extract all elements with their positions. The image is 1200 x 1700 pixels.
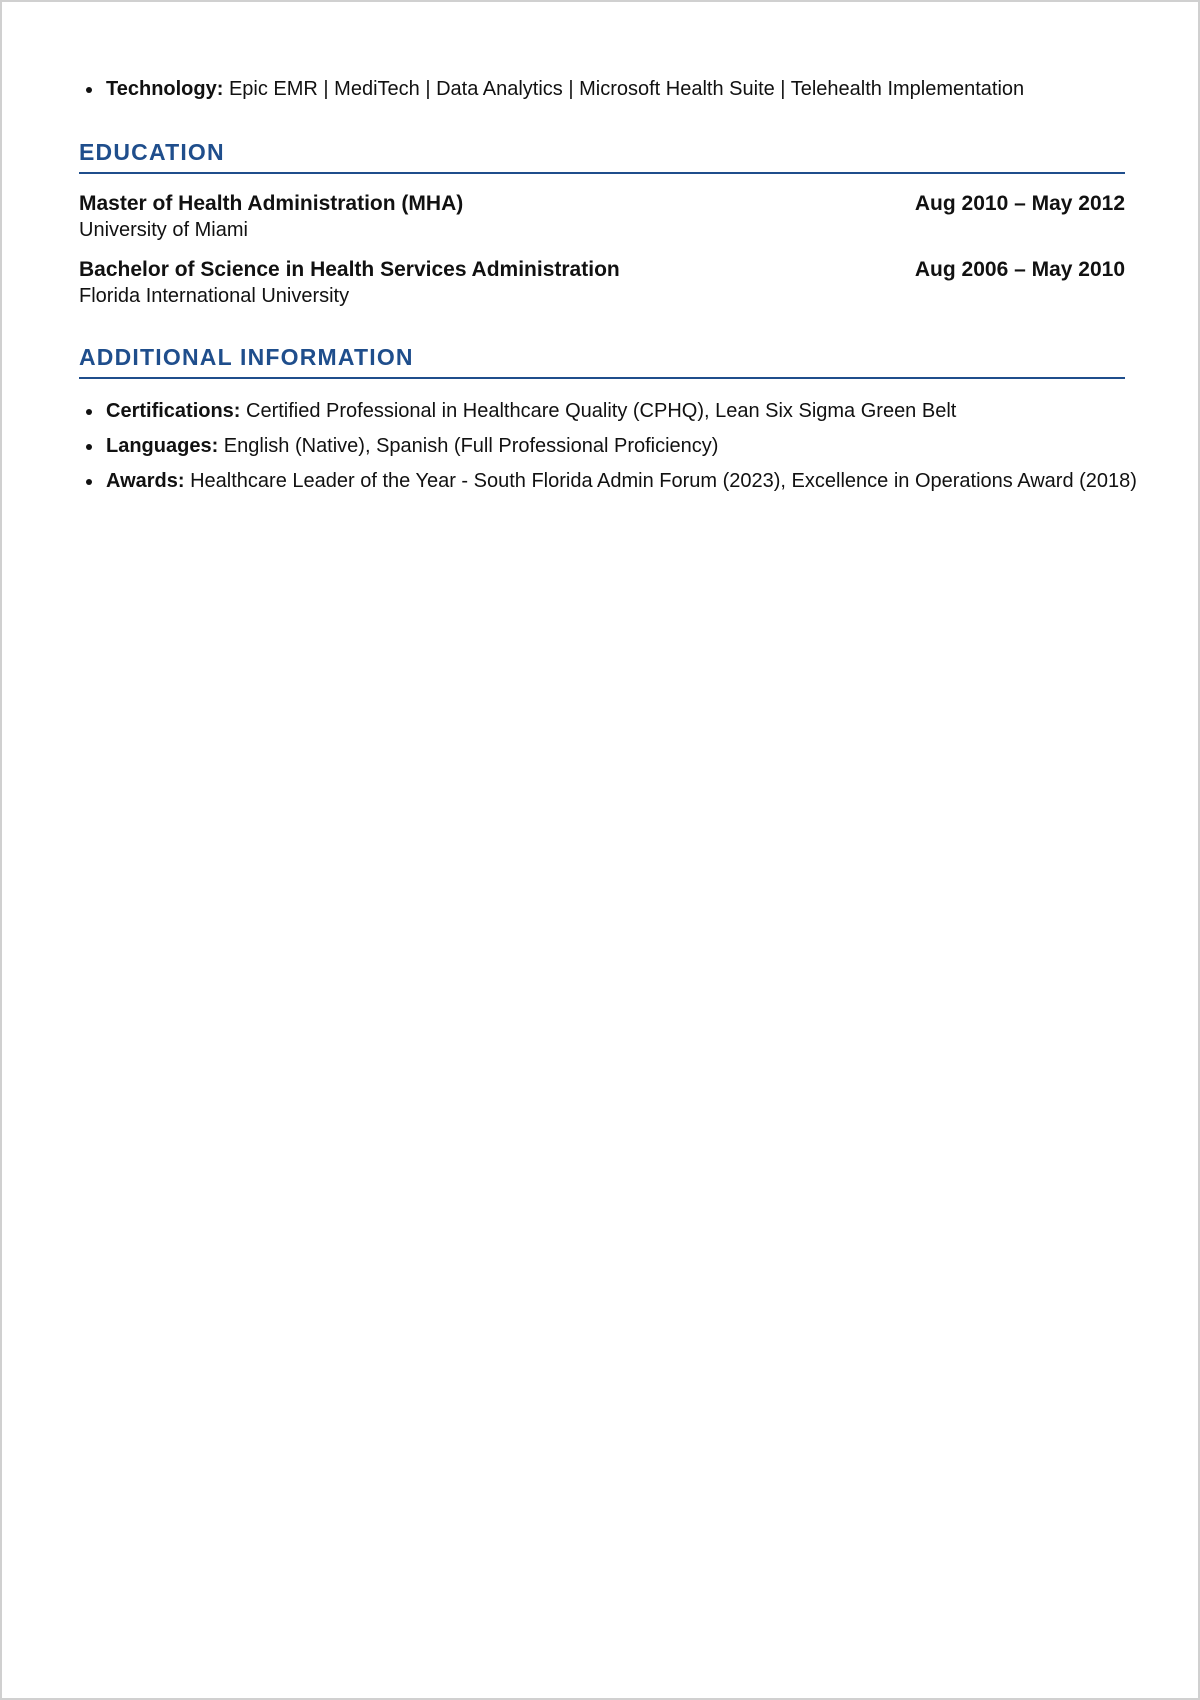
item-label: Languages:: [106, 435, 219, 457]
item-value: Healthcare Leader of the Year - South Florida Admin Forum (2023), Excellence in Operations Award (2018): [184, 470, 1137, 492]
education-entry-header: [79, 257, 1125, 283]
degree-dates: Aug 2010 – May 2012: [914, 192, 1125, 215]
skill-label: Technology:: [106, 78, 224, 100]
resume-content: [79, 76, 1137, 503]
education-section: [79, 138, 1125, 309]
degree-title: Bachelor of Science in Health Services Administration: [79, 258, 620, 281]
school-name: Florida International University: [79, 285, 350, 307]
additional-information-section: [79, 343, 1137, 494]
skill-item-technology: [106, 76, 1125, 102]
item-value: Certified Professional in Healthcare Quality (CPHQ), Lean Six Sigma Green Belt: [240, 400, 957, 422]
education-entry: [79, 191, 1125, 243]
skill-value: Epic EMR | MediTech | Data Analytics | Microsoft Health Suite | Telehealth Implementation: [223, 78, 1025, 100]
additional-item-languages: [106, 433, 1125, 459]
additional-information-list: [79, 398, 1137, 494]
skills-list: [79, 76, 1125, 102]
degree-title: Master of Health Administration (MHA): [79, 192, 464, 215]
additional-information-heading: ADDITIONAL INFORMATION: [79, 343, 1125, 379]
additional-item-certifications: [106, 398, 1125, 424]
education-heading: EDUCATION: [79, 138, 1125, 174]
item-label: Awards:: [106, 470, 185, 492]
education-entry-header: [79, 191, 1125, 217]
degree-dates: Aug 2006 – May 2010: [914, 258, 1125, 281]
education-entry: [79, 257, 1125, 309]
additional-item-awards: [106, 468, 1137, 494]
school-name: University of Miami: [79, 219, 248, 241]
item-value: English (Native), Spanish (Full Professional Proficiency): [218, 435, 719, 457]
item-label: Certifications:: [106, 400, 241, 422]
